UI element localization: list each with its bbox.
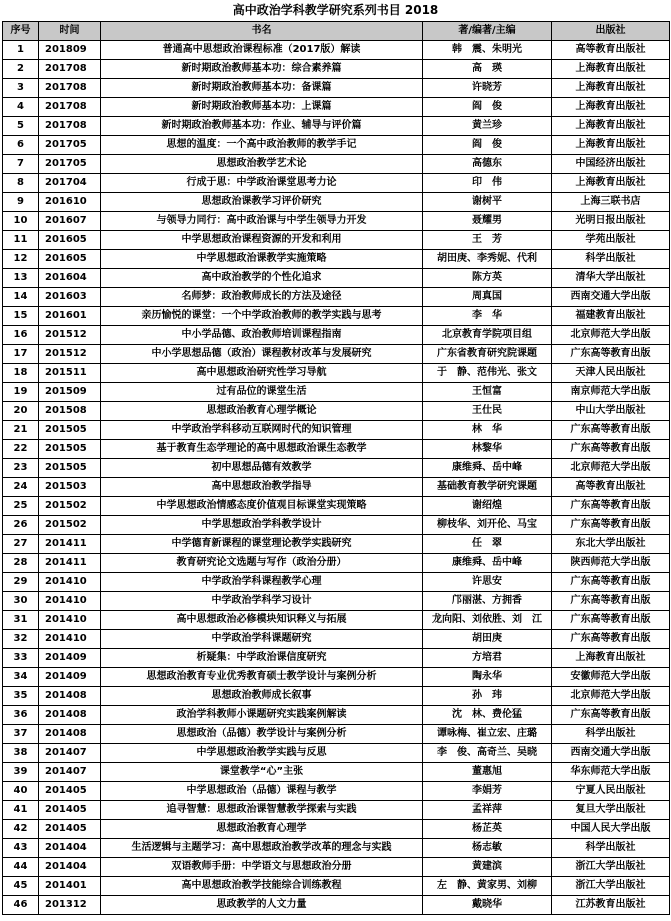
cell-publisher: 上海教育出版社 <box>552 79 670 98</box>
cell-book-title: 新时期政治教师基本功：综合素养篇 <box>101 60 423 79</box>
cell-author: 胡田庚、李秀妮、代利 <box>423 250 552 269</box>
cell-author: 杨志敏 <box>423 839 552 858</box>
table-row <box>3 41 670 60</box>
cell-book-title: 中学思想政治（品德）课程与教学 <box>101 782 423 801</box>
table-row <box>3 478 670 497</box>
header-author: 著/编著/主编 <box>423 22 552 41</box>
cell-date: 201604 <box>39 269 101 288</box>
header-publisher: 出版社 <box>552 22 670 41</box>
cell-date: 201512 <box>39 326 101 345</box>
cell-author: 孟祥萍 <box>423 801 552 820</box>
cell-date: 201708 <box>39 60 101 79</box>
cell-publisher: 华东师范大学出版 <box>552 763 670 782</box>
cell-number: 46 <box>3 896 39 915</box>
table-row <box>3 687 670 706</box>
cell-date: 201411 <box>39 554 101 573</box>
header-date: 时间 <box>39 22 101 41</box>
cell-book-title: 中小学品德、政治教师培训课程指南 <box>101 326 423 345</box>
cell-book-title: 中学思想政治学科教学设计 <box>101 516 423 535</box>
cell-number: 14 <box>3 288 39 307</box>
cell-book-title: 新时期政治教师基本功：作业、辅导与评价篇 <box>101 117 423 136</box>
cell-number: 42 <box>3 820 39 839</box>
table-row <box>3 402 670 421</box>
cell-author: 聂耀男 <box>423 212 552 231</box>
cell-author: 方培君 <box>423 649 552 668</box>
cell-book-title: 过有品位的课堂生活 <box>101 383 423 402</box>
cell-book-title: 中小学思想品德（政治）课程教材改革与发展研究 <box>101 345 423 364</box>
cell-publisher: 上海教育出版社 <box>552 136 670 155</box>
cell-book-title: 普通高中思想政治课程标准（2017版）解读 <box>101 41 423 60</box>
cell-book-title: 中学政治学科移动互联网时代的知识管理 <box>101 421 423 440</box>
cell-date: 201505 <box>39 459 101 478</box>
cell-date: 201312 <box>39 896 101 915</box>
table-row <box>3 877 670 896</box>
cell-number: 33 <box>3 649 39 668</box>
cell-author: 黄兰珍 <box>423 117 552 136</box>
table-row <box>3 630 670 649</box>
cell-number: 26 <box>3 516 39 535</box>
cell-date: 201407 <box>39 744 101 763</box>
cell-date: 201404 <box>39 839 101 858</box>
cell-author: 王 芳 <box>423 231 552 250</box>
cell-author: 李 俊、高奇兰、吴晓 <box>423 744 552 763</box>
cell-book-title: 教育研究论文选题与写作（政治分册） <box>101 554 423 573</box>
cell-book-title: 思想政治课教学习评价研究 <box>101 193 423 212</box>
table-row <box>3 782 670 801</box>
cell-publisher: 上海教育出版社 <box>552 98 670 117</box>
cell-number: 36 <box>3 706 39 725</box>
cell-publisher: 广东高等教育出版 <box>552 516 670 535</box>
cell-publisher: 科学出版社 <box>552 725 670 744</box>
cell-book-title: 与领导力同行：高中政治课与中学生领导力开发 <box>101 212 423 231</box>
table-row <box>3 554 670 573</box>
cell-book-title: 高中思想政治研究性学习导航 <box>101 364 423 383</box>
cell-number: 21 <box>3 421 39 440</box>
cell-publisher: 广东高等教育出版 <box>552 440 670 459</box>
cell-author: 高德东 <box>423 155 552 174</box>
cell-publisher: 科学出版社 <box>552 839 670 858</box>
cell-number: 3 <box>3 79 39 98</box>
cell-date: 201603 <box>39 288 101 307</box>
cell-number: 38 <box>3 744 39 763</box>
cell-date: 201601 <box>39 307 101 326</box>
header-number: 序号 <box>3 22 39 41</box>
cell-publisher: 上海教育出版社 <box>552 117 670 136</box>
table-row <box>3 801 670 820</box>
table-row <box>3 326 670 345</box>
cell-author: 周真国 <box>423 288 552 307</box>
cell-author: 广东省教育研究院课题 <box>423 345 552 364</box>
table-row <box>3 744 670 763</box>
cell-book-title: 思想政治教育心理学概论 <box>101 402 423 421</box>
table-row <box>3 668 670 687</box>
cell-date: 201509 <box>39 383 101 402</box>
cell-publisher: 高等教育出版社 <box>552 478 670 497</box>
cell-author: 沈 林、费伦猛 <box>423 706 552 725</box>
cell-book-title: 中学政治学科学习设计 <box>101 592 423 611</box>
cell-author: 林黎华 <box>423 440 552 459</box>
cell-number: 22 <box>3 440 39 459</box>
cell-publisher: 广东高等教育出版 <box>552 421 670 440</box>
cell-number: 27 <box>3 535 39 554</box>
cell-publisher: 天津人民出版社 <box>552 364 670 383</box>
cell-date: 201607 <box>39 212 101 231</box>
cell-publisher: 学苑出版社 <box>552 231 670 250</box>
cell-number: 23 <box>3 459 39 478</box>
cell-publisher: 广东高等教育出版 <box>552 630 670 649</box>
cell-book-title: 基于教育生态学理论的高中思想政治课生态教学 <box>101 440 423 459</box>
cell-author: 柳枝华、刘开伦、马宝 <box>423 516 552 535</box>
cell-author: 杨芷英 <box>423 820 552 839</box>
cell-author: 陶永华 <box>423 668 552 687</box>
cell-book-title: 新时期政治教师基本功：备课篇 <box>101 79 423 98</box>
cell-book-title: 中学德育新课程的课堂理论教学实践研究 <box>101 535 423 554</box>
cell-publisher: 上海三联书店 <box>552 193 670 212</box>
table-row <box>3 573 670 592</box>
cell-number: 30 <box>3 592 39 611</box>
cell-number: 24 <box>3 478 39 497</box>
cell-publisher: 西南交通大学出版 <box>552 744 670 763</box>
table-row <box>3 535 670 554</box>
table-row <box>3 98 670 117</box>
cell-publisher: 浙江大学出版社 <box>552 877 670 896</box>
cell-date: 201511 <box>39 364 101 383</box>
cell-publisher: 广东高等教育出版 <box>552 592 670 611</box>
cell-author: 黄建滨 <box>423 858 552 877</box>
cell-publisher: 福建教育出版社 <box>552 307 670 326</box>
cell-book-title: 高中政治教学的个性化追求 <box>101 269 423 288</box>
cell-publisher: 西南交通大学出版 <box>552 288 670 307</box>
cell-number: 4 <box>3 98 39 117</box>
cell-number: 44 <box>3 858 39 877</box>
table-row <box>3 307 670 326</box>
cell-author: 高 瑛 <box>423 60 552 79</box>
cell-book-title: 思想政治教师成长叙事 <box>101 687 423 706</box>
cell-date: 201405 <box>39 820 101 839</box>
cell-number: 11 <box>3 231 39 250</box>
cell-publisher: 北京师范大学出版 <box>552 459 670 478</box>
cell-number: 45 <box>3 877 39 896</box>
cell-book-title: 思政教学的人文力量 <box>101 896 423 915</box>
table-row <box>3 421 670 440</box>
cell-number: 1 <box>3 41 39 60</box>
cell-publisher: 上海教育出版社 <box>552 649 670 668</box>
table-row <box>3 649 670 668</box>
cell-number: 25 <box>3 497 39 516</box>
cell-author: 康维舜、岳中峰 <box>423 459 552 478</box>
table-row <box>3 79 670 98</box>
cell-book-title: 中学思想政治教学实践与反思 <box>101 744 423 763</box>
table-row <box>3 725 670 744</box>
cell-book-title: 析疑集：中学政治课信度研究 <box>101 649 423 668</box>
cell-author: 王仕民 <box>423 402 552 421</box>
cell-publisher: 浙江大学出版社 <box>552 858 670 877</box>
cell-author: 韩 震、朱明光 <box>423 41 552 60</box>
cell-book-title: 双语教师手册：中学语文与思想政治分册 <box>101 858 423 877</box>
table-row <box>3 763 670 782</box>
cell-number: 7 <box>3 155 39 174</box>
cell-date: 201503 <box>39 478 101 497</box>
cell-publisher: 北京师范大学出版 <box>552 687 670 706</box>
cell-publisher: 中国经济出版社 <box>552 155 670 174</box>
cell-date: 201505 <box>39 421 101 440</box>
cell-date: 201411 <box>39 535 101 554</box>
cell-book-title: 中学思想政治情感态度价值观目标课堂实现策略 <box>101 497 423 516</box>
cell-date: 201809 <box>39 41 101 60</box>
table-row <box>3 269 670 288</box>
cell-number: 16 <box>3 326 39 345</box>
cell-author: 胡田庚 <box>423 630 552 649</box>
cell-author: 基础教育教学研究课题 <box>423 478 552 497</box>
cell-author: 阎 俊 <box>423 136 552 155</box>
table-row <box>3 364 670 383</box>
cell-date: 201708 <box>39 79 101 98</box>
cell-date: 201505 <box>39 440 101 459</box>
table-row <box>3 592 670 611</box>
cell-author: 李娟芳 <box>423 782 552 801</box>
cell-book-title: 亲历愉悦的课堂：一个中学政治教师的教学实践与思考 <box>101 307 423 326</box>
cell-number: 20 <box>3 402 39 421</box>
cell-number: 29 <box>3 573 39 592</box>
cell-number: 40 <box>3 782 39 801</box>
cell-date: 201408 <box>39 725 101 744</box>
cell-publisher: 清华大学出版社 <box>552 269 670 288</box>
cell-date: 201401 <box>39 877 101 896</box>
cell-number: 31 <box>3 611 39 630</box>
cell-date: 201410 <box>39 630 101 649</box>
cell-book-title: 思想的温度：一个高中政治教师的教学手记 <box>101 136 423 155</box>
cell-publisher: 复旦大学出版社 <box>552 801 670 820</box>
cell-date: 201708 <box>39 117 101 136</box>
cell-date: 201408 <box>39 687 101 706</box>
cell-book-title: 高中思想政治教学指导 <box>101 478 423 497</box>
cell-date: 201410 <box>39 611 101 630</box>
cell-book-title: 思想政治教育心理学 <box>101 820 423 839</box>
cell-author: 康维舜、岳中峰 <box>423 554 552 573</box>
cell-date: 201705 <box>39 136 101 155</box>
cell-book-title: 行成于思：中学政治课堂思考力论 <box>101 174 423 193</box>
cell-date: 201410 <box>39 573 101 592</box>
cell-date: 201512 <box>39 345 101 364</box>
table-row <box>3 706 670 725</box>
cell-number: 15 <box>3 307 39 326</box>
cell-publisher: 科学出版社 <box>552 250 670 269</box>
cell-book-title: 思想政治教学艺术论 <box>101 155 423 174</box>
cell-author: 左 静、黄家男、刘柳 <box>423 877 552 896</box>
cell-date: 201405 <box>39 801 101 820</box>
cell-book-title: 中学思想政治课程资源的开发和利用 <box>101 231 423 250</box>
cell-book-title: 追寻智慧：思想政治课智慧教学探索与实践 <box>101 801 423 820</box>
cell-date: 201610 <box>39 193 101 212</box>
cell-number: 34 <box>3 668 39 687</box>
table-row <box>3 611 670 630</box>
cell-date: 201705 <box>39 155 101 174</box>
cell-number: 37 <box>3 725 39 744</box>
cell-author: 董惠旭 <box>423 763 552 782</box>
cell-author: 阎 俊 <box>423 98 552 117</box>
cell-publisher: 光明日报出版社 <box>552 212 670 231</box>
cell-date: 201409 <box>39 649 101 668</box>
cell-author: 邝丽湛、方拥香 <box>423 592 552 611</box>
cell-number: 41 <box>3 801 39 820</box>
cell-publisher: 东北大学出版社 <box>552 535 670 554</box>
table-row <box>3 820 670 839</box>
table-row <box>3 174 670 193</box>
cell-book-title: 生活逻辑与主题学习：高中思想政治教学改革的理念与实践 <box>101 839 423 858</box>
table-row <box>3 231 670 250</box>
table-row <box>3 212 670 231</box>
cell-publisher: 中国人民大学出版 <box>552 820 670 839</box>
table-row <box>3 459 670 478</box>
cell-publisher: 上海教育出版社 <box>552 174 670 193</box>
cell-publisher: 广东高等教育出版 <box>552 573 670 592</box>
cell-date: 201407 <box>39 763 101 782</box>
cell-number: 39 <box>3 763 39 782</box>
cell-date: 201502 <box>39 516 101 535</box>
cell-date: 201605 <box>39 231 101 250</box>
cell-publisher: 广东高等教育出版 <box>552 497 670 516</box>
table-row <box>3 497 670 516</box>
cell-number: 17 <box>3 345 39 364</box>
cell-number: 32 <box>3 630 39 649</box>
cell-author: 印 伟 <box>423 174 552 193</box>
cell-publisher: 广东高等教育出版 <box>552 345 670 364</box>
booklist-table <box>2 21 670 915</box>
table-row <box>3 250 670 269</box>
cell-date: 201502 <box>39 497 101 516</box>
cell-number: 8 <box>3 174 39 193</box>
cell-author: 龙向阳、刘依胜、刘 江 <box>423 611 552 630</box>
cell-date: 201708 <box>39 98 101 117</box>
table-row <box>3 440 670 459</box>
cell-author: 北京教育学院项目组 <box>423 326 552 345</box>
table-row <box>3 288 670 307</box>
table-row <box>3 193 670 212</box>
cell-book-title: 高中思想政治必修模块知识释义与拓展 <box>101 611 423 630</box>
cell-author: 李 华 <box>423 307 552 326</box>
cell-date: 201410 <box>39 592 101 611</box>
cell-author: 王恒富 <box>423 383 552 402</box>
page-title: 高中政治学科教学研究系列书目 2018 <box>232 3 439 17</box>
table-row <box>3 60 670 79</box>
table-row <box>3 858 670 877</box>
cell-book-title: 新时期政治教师基本功：上课篇 <box>101 98 423 117</box>
cell-author: 于 静、范伟光、张文 <box>423 364 552 383</box>
cell-book-title: 思想政治教育专业优秀教育硕士教学设计与案例分析 <box>101 668 423 687</box>
cell-publisher: 安徽师范大学出版 <box>552 668 670 687</box>
table-row <box>3 155 670 174</box>
table-row <box>3 117 670 136</box>
cell-publisher: 上海教育出版社 <box>552 60 670 79</box>
cell-number: 35 <box>3 687 39 706</box>
table-row <box>3 896 670 915</box>
cell-publisher: 广东高等教育出版 <box>552 611 670 630</box>
cell-author: 许思安 <box>423 573 552 592</box>
cell-date: 201405 <box>39 782 101 801</box>
cell-date: 201404 <box>39 858 101 877</box>
cell-date: 201409 <box>39 668 101 687</box>
cell-number: 2 <box>3 60 39 79</box>
cell-book-title: 高中思想政治教学技能综合训练教程 <box>101 877 423 896</box>
cell-date: 201408 <box>39 706 101 725</box>
cell-author: 陈方英 <box>423 269 552 288</box>
table-row <box>3 839 670 858</box>
cell-book-title: 名师梦：政治教师成长的方法及途径 <box>101 288 423 307</box>
cell-book-title: 政治学科教师小课题研究实践案例解读 <box>101 706 423 725</box>
cell-number: 5 <box>3 117 39 136</box>
table-row <box>3 383 670 402</box>
header-row <box>3 22 670 41</box>
table-row <box>3 136 670 155</box>
cell-number: 28 <box>3 554 39 573</box>
cell-number: 18 <box>3 364 39 383</box>
cell-date: 201508 <box>39 402 101 421</box>
cell-date: 201704 <box>39 174 101 193</box>
cell-author: 孙 玮 <box>423 687 552 706</box>
cell-book-title: 课堂教学“心”主张 <box>101 763 423 782</box>
cell-book-title: 初中思想品德有效教学 <box>101 459 423 478</box>
table-body <box>3 41 670 915</box>
cell-publisher: 中山大学出版社 <box>552 402 670 421</box>
cell-author: 林 华 <box>423 421 552 440</box>
cell-author: 谢绍煌 <box>423 497 552 516</box>
cell-date: 201605 <box>39 250 101 269</box>
cell-author: 戴晓华 <box>423 896 552 915</box>
cell-book-title: 思想政治（品德）教学设计与案例分析 <box>101 725 423 744</box>
cell-book-title: 中学政治学科课程教学心理 <box>101 573 423 592</box>
cell-number: 12 <box>3 250 39 269</box>
cell-number: 9 <box>3 193 39 212</box>
cell-publisher: 广东高等教育出版 <box>552 706 670 725</box>
cell-number: 10 <box>3 212 39 231</box>
cell-publisher: 北京师范大学出版 <box>552 326 670 345</box>
cell-publisher: 南京师范大学出版 <box>552 383 670 402</box>
cell-book-title: 中学思想政治课教学实施策略 <box>101 250 423 269</box>
cell-author: 谭咏梅、崔立宏、庄璐 <box>423 725 552 744</box>
cell-number: 19 <box>3 383 39 402</box>
cell-author: 许晓芳 <box>423 79 552 98</box>
header-book-title: 书名 <box>101 22 423 41</box>
cell-author: 任 翠 <box>423 535 552 554</box>
cell-author: 谢树平 <box>423 193 552 212</box>
cell-number: 13 <box>3 269 39 288</box>
cell-publisher: 宁夏人民出版社 <box>552 782 670 801</box>
cell-book-title: 中学政治学科课题研究 <box>101 630 423 649</box>
cell-publisher: 陕西师范大学出版 <box>552 554 670 573</box>
table-row <box>3 516 670 535</box>
cell-number: 6 <box>3 136 39 155</box>
cell-publisher: 高等教育出版社 <box>552 41 670 60</box>
table-row <box>3 345 670 364</box>
cell-publisher: 江苏教育出版社 <box>552 896 670 915</box>
cell-number: 43 <box>3 839 39 858</box>
